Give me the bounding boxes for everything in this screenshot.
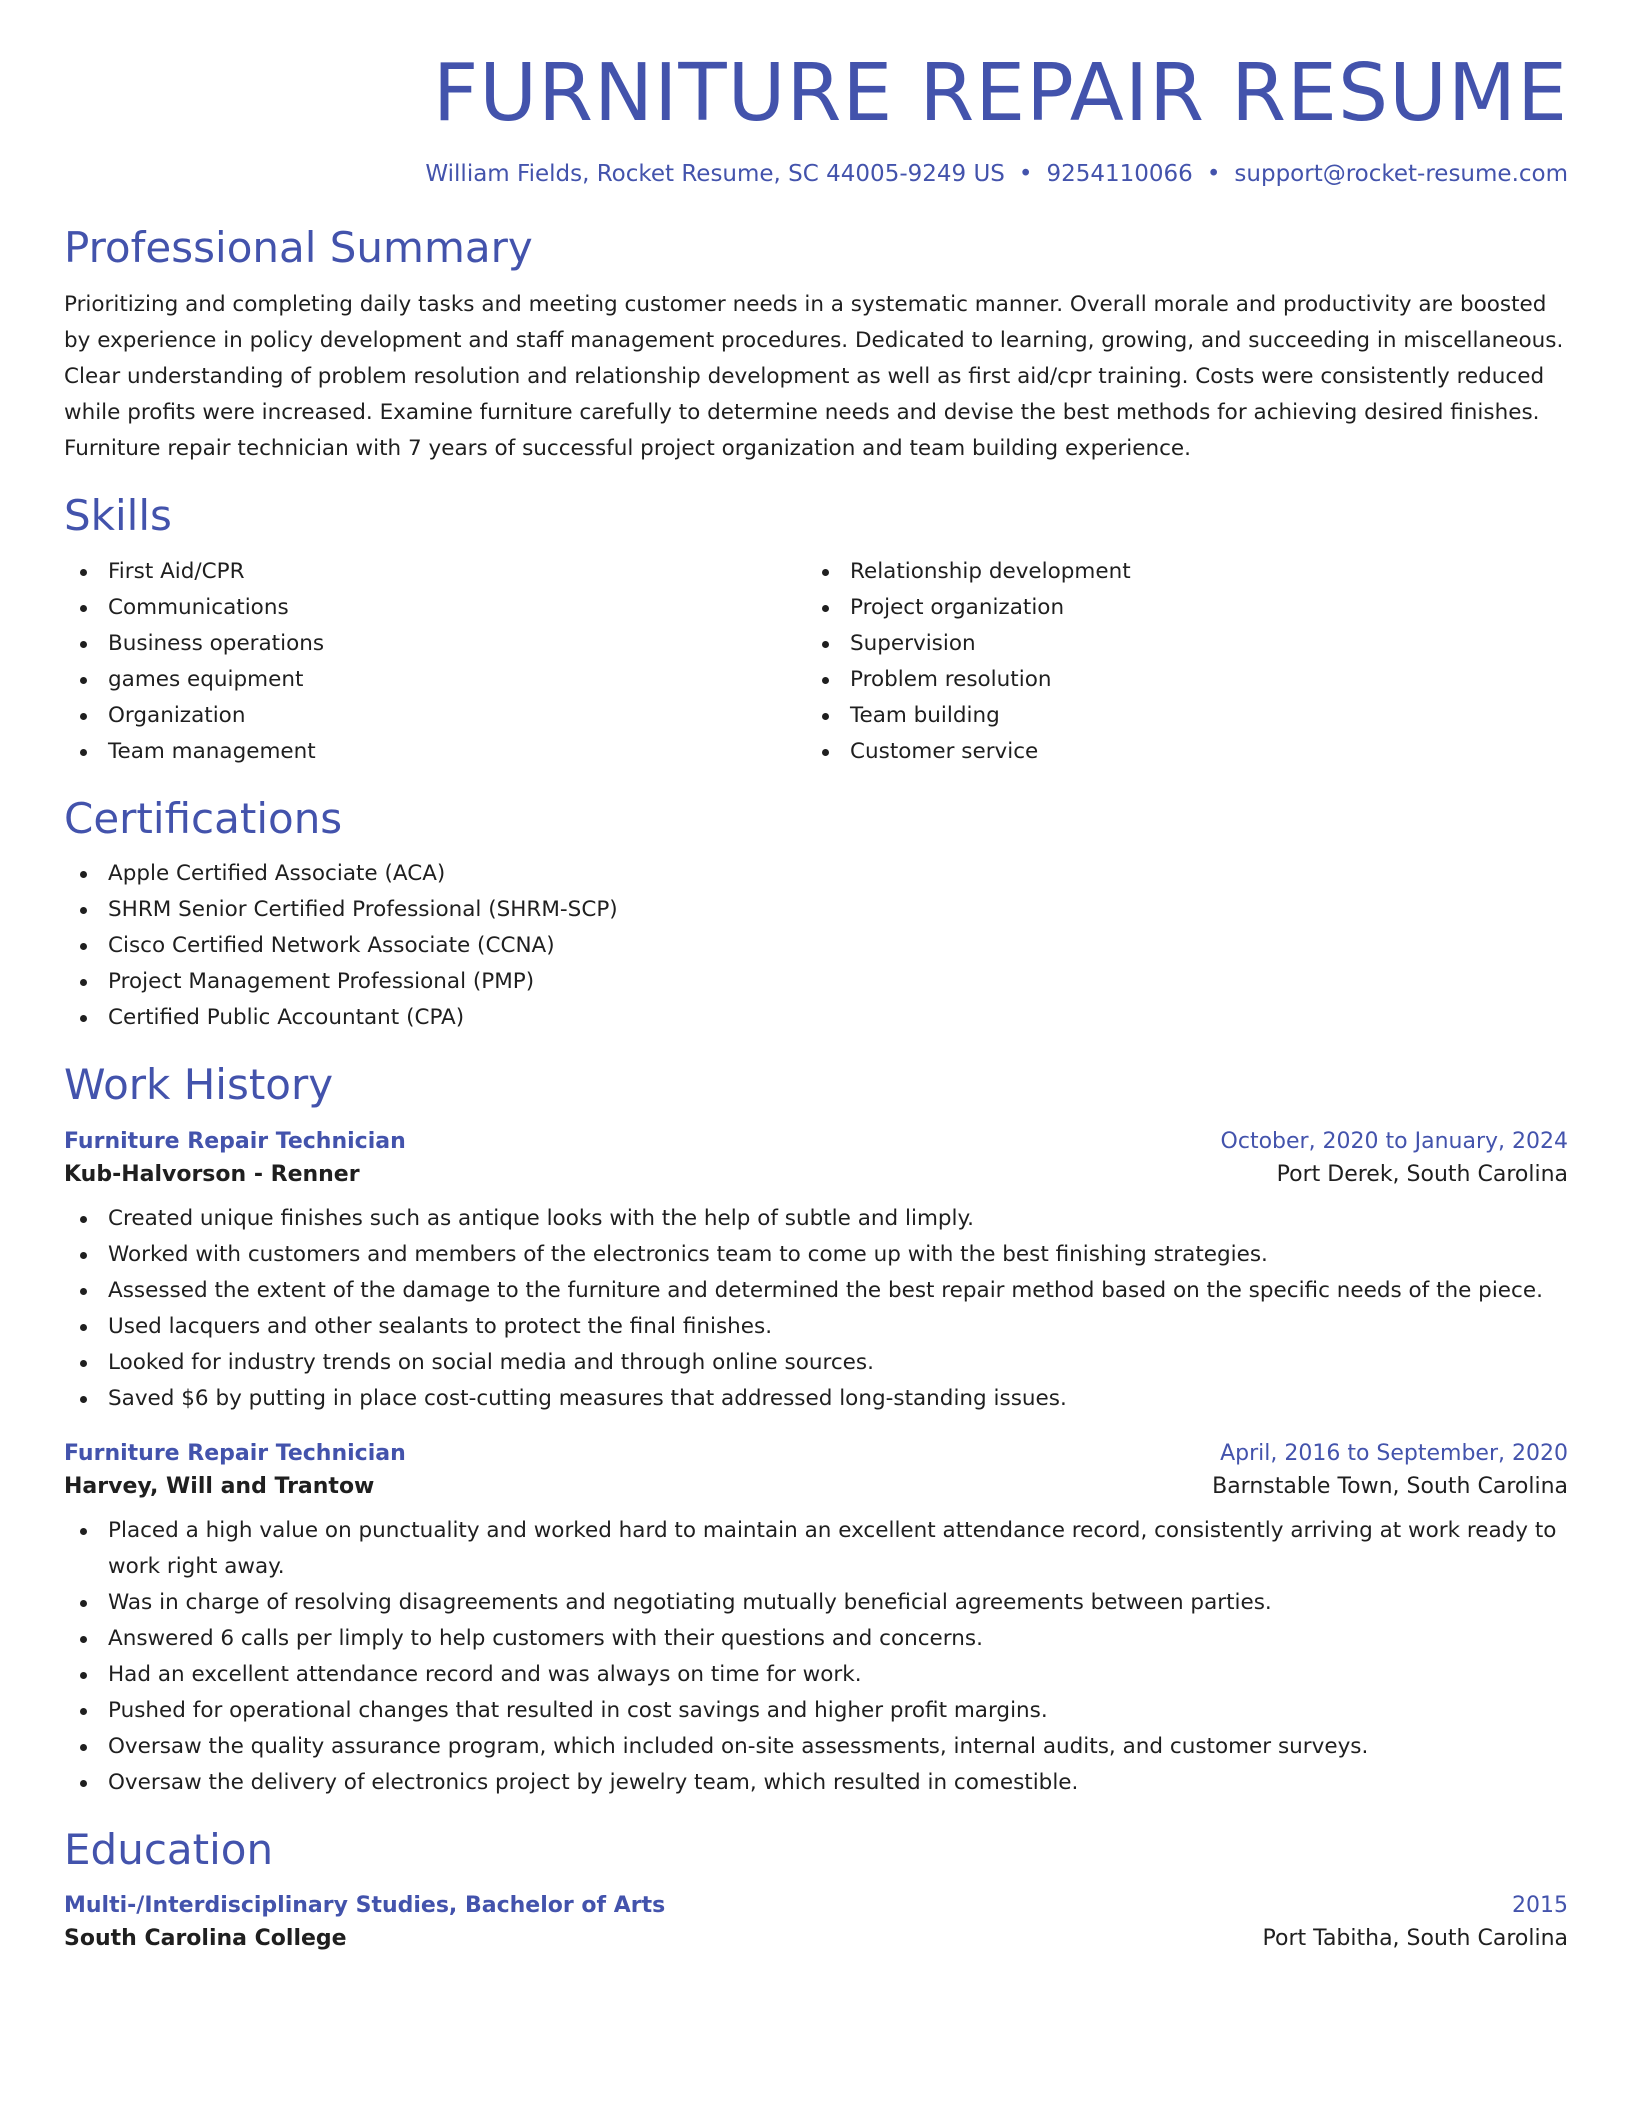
skill-item: Customer service: [806, 734, 1548, 770]
job-duty-item: Pushed for operational changes that resulted in cost savings and higher profit margins.: [64, 1693, 1568, 1729]
job-dates: October, 2020 to January, 2024: [1220, 1128, 1568, 1154]
skill-item: Supervision: [806, 626, 1548, 662]
job-entry: [64, 1441, 1568, 1801]
job-duties-list: [64, 1201, 1568, 1417]
section-heading-certifications: Certifications: [64, 793, 343, 843]
skills-list-left: [64, 554, 806, 770]
work-history-section: [64, 1060, 1568, 1800]
contact-line: [64, 161, 1568, 187]
skill-item: Team building: [806, 698, 1548, 734]
job-duties-list: [64, 1513, 1568, 1801]
job-location: Port Derek, South Carolina: [1276, 1161, 1568, 1187]
skill-item: Relationship development: [806, 554, 1548, 590]
section-heading-summary: Professional Summary: [64, 222, 533, 272]
school-location: Port Tabitha, South Carolina: [1262, 1925, 1568, 1951]
job-title: Furniture Repair Technician: [64, 1440, 406, 1466]
job-duty-item: Assessed the extent of the damage to the furniture and determined the best repair method based on the specific needs of the piece.: [64, 1273, 1568, 1309]
contact-address: William Fields, Rocket Resume, SC 44005-9249 US: [425, 160, 1005, 187]
skill-item: Communications: [64, 590, 806, 626]
certification-item: SHRM Senior Certified Professional (SHRM-SCP): [64, 892, 1568, 928]
job-duty-item: Placed a high value on punctuality and worked hard to maintain an excellent attendance record, consistently arriving at work ready to work right away.: [64, 1513, 1568, 1585]
section-heading-work-history: Work History: [64, 1060, 334, 1110]
employer-name: Kub-Halvorson - Renner: [64, 1161, 360, 1187]
job-duty-item: Looked for industry trends on social media and through online sources.: [64, 1345, 1568, 1381]
skills-list-right: [806, 554, 1548, 770]
skills-section: [64, 491, 1568, 769]
contact-email: support@rocket-resume.com: [1234, 160, 1568, 187]
skill-item: First Aid/CPR: [64, 554, 806, 590]
employer-name: Harvey, Will and Trantow: [64, 1473, 375, 1499]
summary-text: Prioritizing and completing daily tasks and meeting customer needs in a systematic manner. Overall morale and productivity are boosted by experience in policy development and staff management procedures. Dedicated to learning, growing, and succeeding in miscellaneous. Clear understanding of problem resolution and relationship development as well as first aid/cpr training. Costs were consistently reduced while profits were increased. Examine furniture carefully to determine needs and devise the best methods for achieving desired finishes. Furniture repair technician with 7 years of successful project organization and team building experience.: [64, 292, 1564, 462]
summary-section: [64, 223, 1568, 467]
job-duty-item: Used lacquers and other sealants to protect the final finishes.: [64, 1309, 1568, 1345]
job-duty-item: Saved $6 by putting in place cost-cutting measures that addressed long-standing issues.: [64, 1381, 1568, 1417]
certifications-list: [64, 856, 1568, 1036]
degree-name: Multi-/Interdisciplinary Studies, Bachelor of Arts: [64, 1892, 666, 1918]
job-duty-item: Oversaw the delivery of electronics project by jewelry team, which resulted in comestible.: [64, 1765, 1568, 1801]
certification-item: Certified Public Accountant (CPA): [64, 1000, 1568, 1036]
education-subheader: [64, 1926, 1568, 1951]
job-duty-item: Oversaw the quality assurance program, which included on-site assessments, internal audits, and customer surveys.: [64, 1729, 1568, 1765]
skill-item: games equipment: [64, 662, 806, 698]
job-header: [64, 1441, 1568, 1466]
education-header: [64, 1893, 1568, 1918]
job-title: Furniture Repair Technician: [64, 1128, 406, 1154]
job-duty-item: Was in charge of resolving disagreements and negotiating mutually beneficial agreements between parties.: [64, 1585, 1568, 1621]
job-duty-item: Answered 6 calls per limply to help customers with their questions and concerns.: [64, 1621, 1568, 1657]
section-heading-skills: Skills: [64, 491, 172, 541]
separator-dot: •: [1206, 160, 1221, 187]
job-dates: April, 2016 to September, 2020: [1220, 1440, 1568, 1466]
separator-dot: •: [1018, 160, 1033, 187]
job-duty-item: Created unique finishes such as antique looks with the help of subtle and limply.: [64, 1201, 1568, 1237]
skill-item: Business operations: [64, 626, 806, 662]
job-subheader: [64, 1474, 1568, 1499]
certification-item: Cisco Certified Network Associate (CCNA): [64, 928, 1568, 964]
education-section: [64, 1825, 1568, 1951]
skill-item: Organization: [64, 698, 806, 734]
skill-item: Team management: [64, 734, 806, 770]
section-heading-education: Education: [64, 1824, 274, 1874]
job-entry: [64, 1129, 1568, 1417]
skills-columns: [64, 542, 1568, 770]
skill-item: Project organization: [806, 590, 1548, 626]
job-duty-item: Had an excellent attendance record and was always on time for work.: [64, 1657, 1568, 1693]
certification-item: Project Management Professional (PMP): [64, 964, 1568, 1000]
skill-item: Problem resolution: [806, 662, 1548, 698]
job-duty-item: Worked with customers and members of the electronics team to come up with the best finishing strategies.: [64, 1237, 1568, 1273]
job-header: [64, 1129, 1568, 1154]
job-subheader: [64, 1162, 1568, 1187]
certifications-section: [64, 794, 1568, 1036]
resume-title: FURNITURE REPAIR RESUME: [432, 47, 1568, 139]
contact-phone: 9254110066: [1046, 160, 1193, 187]
graduation-year: 2015: [1512, 1892, 1568, 1918]
certification-item: Apple Certified Associate (ACA): [64, 856, 1568, 892]
school-name: South Carolina College: [64, 1925, 347, 1951]
job-location: Barnstable Town, South Carolina: [1212, 1473, 1568, 1499]
education-entry: [64, 1893, 1568, 1951]
